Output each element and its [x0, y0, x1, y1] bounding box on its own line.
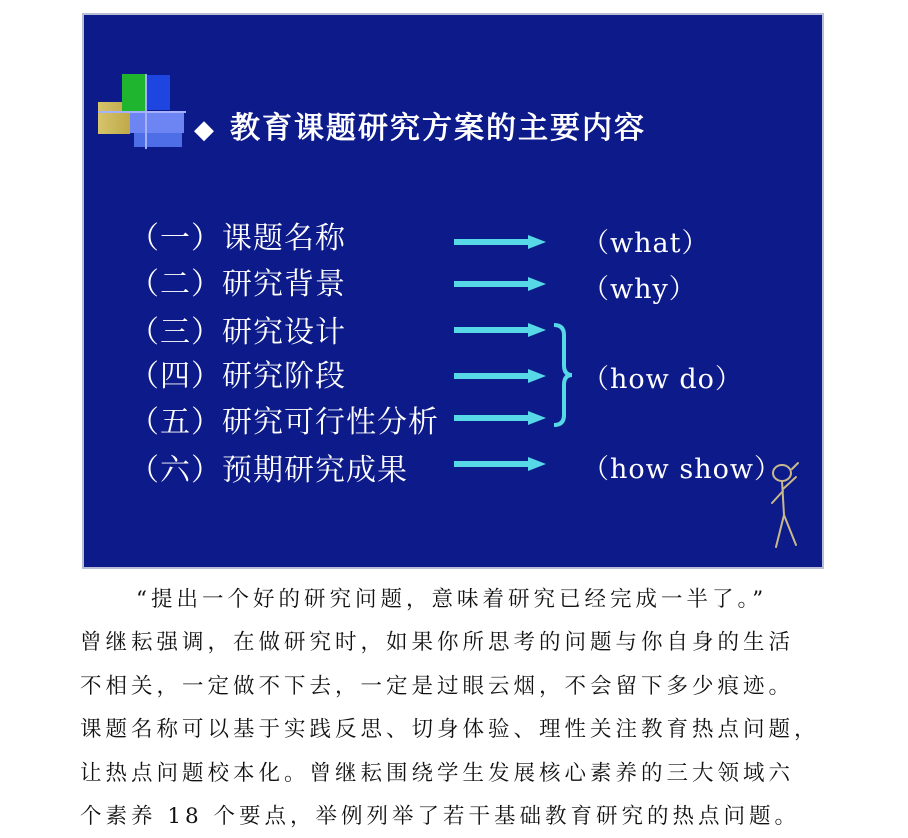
decorative-square: [146, 75, 170, 110]
curly-brace-icon: [550, 323, 574, 427]
slide-title: [194, 103, 646, 147]
decorative-square: [134, 133, 182, 147]
decorative-square: [156, 111, 184, 133]
paragraph-line: 个素养 18 个要点，举例列举了若干基础教育研究的热点问题。: [80, 804, 801, 830]
paragraph-line: 不相关，一定做不下去，一定是过眼云烟，不会留下多少痕迹。: [80, 673, 795, 699]
diamond-bullet-icon: ◆: [194, 115, 216, 145]
slide-image: [82, 13, 824, 569]
paragraph-line: 让热点问题校本化。曾继耘围绕学生发展核心素养的三大领域六: [80, 760, 795, 786]
right-arrow-icon: [454, 235, 546, 249]
right-arrow-icon: [454, 369, 546, 383]
tag-how-do: （how do）: [582, 364, 743, 395]
slide-title-text: 教育课题研究方案的主要内容: [230, 111, 646, 146]
body-paragraph: [80, 578, 828, 838]
decorative-square: [122, 74, 146, 112]
stick-figure-icon: [762, 455, 812, 555]
tag-how-show: （how show）: [582, 454, 782, 485]
list-item: （四）研究阶段: [129, 359, 346, 394]
right-arrow-icon: [454, 457, 546, 471]
list-item: （五）研究可行性分析: [129, 405, 439, 440]
tag-why: （why）: [582, 274, 697, 305]
list-item: （三）研究设计: [129, 315, 346, 350]
decorative-square: [130, 111, 156, 133]
list-item: （六）预期研究成果: [129, 453, 408, 488]
right-arrow-icon: [454, 323, 546, 337]
paragraph-line: 课题名称可以基于实践反思、切身体验、理性关注教育热点问题，: [80, 717, 820, 743]
list-item: （二）研究背景: [129, 267, 346, 302]
paragraph-line: “提出一个好的研究问题，意味着研究已经完成一半了。”: [136, 587, 768, 612]
tag-what: （what）: [582, 228, 710, 259]
decorative-line: [98, 111, 186, 113]
right-arrow-icon: [454, 277, 546, 291]
right-arrow-icon: [454, 411, 546, 425]
list-item: （一）课题名称: [129, 221, 346, 256]
paragraph-line: 曾继耘强调，在做研究时，如果你所思考的问题与你自身的生活: [80, 630, 795, 656]
